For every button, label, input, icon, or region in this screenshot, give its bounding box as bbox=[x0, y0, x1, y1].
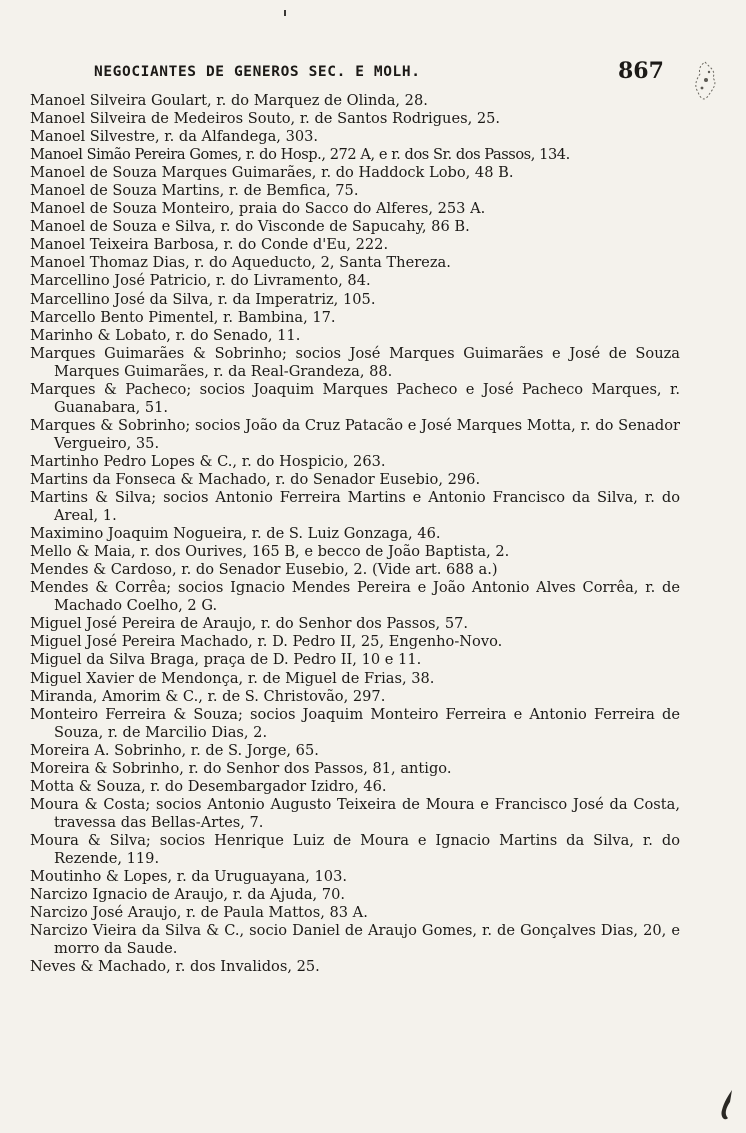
directory-entry: Moreira A. Sobrinho, r. de S. Jorge, 65. bbox=[30, 741, 319, 759]
directory-entry: Manoel Simão Pereira Gomes, r. do Hosp., 272 A, e r. dos Sr. dos Passos, 134. bbox=[30, 146, 570, 164]
directory-entry: Martins & Silva; socios Antonio Ferreira Martins e Antonio Francisco da Silva, r. do Areal, 1. bbox=[30, 489, 680, 525]
directory-entry: Moura & Silva; socios Henrique Luiz de Moura e Ignacio Martins da Silva, r. do Rezende, 119. bbox=[30, 831, 680, 867]
directory-entry: Marques Guimarães & Sobrinho; socios José Marques Guimarães e José de Souza Marques Guimarães, r. da Real-Grandeza, 88. bbox=[30, 344, 680, 380]
directory-entry: Manoel de Souza e Silva, r. do Visconde de Sapucahy, 86 B. bbox=[30, 218, 470, 236]
directory-entry: Narcizo José Araujo, r. de Paula Mattos, 83 A. bbox=[30, 904, 368, 922]
margin-stain bbox=[688, 58, 722, 108]
directory-entry: Moura & Costa; socios Antonio Augusto Teixeira de Moura e Francisco José da Costa, travessa das Bellas-Artes, 7. bbox=[30, 795, 680, 831]
directory-entry: Martins da Fonseca & Machado, r. do Senador Eusebio, 296. bbox=[30, 470, 481, 488]
directory-entry: Monteiro Ferreira & Souza; socios Joaquim Monteiro Ferreira e Antonio Ferreira de Souza, r. de Marcilio Dias, 2. bbox=[30, 705, 680, 741]
directory-entry: Manoel Thomaz Dias, r. do Aqueducto, 2, Santa Thereza. bbox=[30, 254, 451, 272]
directory-entry: Maximino Joaquim Nogueira, r. de S. Luiz Gonzaga, 46. bbox=[30, 525, 441, 543]
directory-entry: Neves & Machado, r. dos Invalidos, 25. bbox=[30, 958, 320, 976]
directory-entry: Narcizo Ignacio de Araujo, r. da Ajuda, 70. bbox=[30, 886, 346, 904]
page-corner-mark bbox=[714, 1088, 738, 1124]
ink-dot bbox=[284, 10, 286, 16]
directory-entry: Manoel de Souza Monteiro, praia do Sacco do Alferes, 253 A. bbox=[30, 200, 486, 218]
directory-list bbox=[30, 92, 680, 976]
directory-entry: Miguel José Pereira de Araujo, r. do Senhor dos Passos, 57. bbox=[30, 615, 469, 633]
directory-entry: Motta & Souza, r. do Desembargador Izidro, 46. bbox=[30, 777, 387, 795]
directory-entry: Mendes & Cardoso, r. do Senador Eusebio, 2. (Vide art. 688 a.) bbox=[30, 561, 498, 579]
directory-entry: Manoel Silveira de Medeiros Souto, r. de Santos Rodrigues, 25. bbox=[30, 110, 501, 128]
directory-entry: Mendes & Corrêa; socios Ignacio Mendes Pereira e João Antonio Alves Corrêa, r. de Machado Coelho, 2 G. bbox=[30, 579, 680, 615]
directory-entry: Miguel Xavier de Mendonça, r. de Miguel de Frias, 38. bbox=[30, 669, 435, 687]
directory-entry: Marcellino José da Silva, r. da Imperatriz, 105. bbox=[30, 290, 376, 308]
directory-entry: Manoel de Souza Martins, r. de Bemfica, 75. bbox=[30, 182, 359, 200]
directory-entry: Miguel José Pereira Machado, r. D. Pedro II, 25, Engenho-Novo. bbox=[30, 633, 503, 651]
page-number: 867 bbox=[618, 58, 664, 84]
directory-entry: Narcizo Vieira da Silva & C., socio Daniel de Araujo Gomes, r. de Gonçalves Dias, 20, e morro da Saude. bbox=[30, 922, 680, 958]
directory-entry: Marques & Sobrinho; socios João da Cruz Patacão e José Marques Motta, r. do Senador Vergueiro, 35. bbox=[30, 416, 680, 452]
directory-entry: Miguel da Silva Braga, praça de D. Pedro II, 10 e 11. bbox=[30, 651, 422, 669]
directory-entry: Marques & Pacheco; socios Joaquim Marques Pacheco e José Pacheco Marques, r. Guanabara, 51. bbox=[30, 380, 680, 416]
running-head: NEGOCIANTES DE GENEROS SEC. E MOLH. bbox=[94, 64, 421, 80]
directory-entry: Manoel Teixeira Barbosa, r. do Conde d'Eu, 222. bbox=[30, 236, 389, 254]
directory-entry: Miranda, Amorim & C., r. de S. Christovão, 297. bbox=[30, 687, 386, 705]
directory-entry: Mello & Maia, r. dos Ourives, 165 B, e becco de João Baptista, 2. bbox=[30, 543, 510, 561]
directory-entry: Marcellino José Patricio, r. do Livramento, 84. bbox=[30, 272, 371, 290]
page-header bbox=[90, 58, 710, 88]
directory-entry: Manoel Silvestre, r. da Alfandega, 303. bbox=[30, 128, 319, 146]
directory-entry: Marcello Bento Pimentel, r. Bambina, 17. bbox=[30, 308, 336, 326]
directory-entry: Martinho Pedro Lopes & C., r. do Hospicio, 263. bbox=[30, 452, 386, 470]
directory-entry: Manoel de Souza Marques Guimarães, r. do Haddock Lobo, 48 B. bbox=[30, 164, 514, 182]
directory-entry: Marinho & Lobato, r. do Senado, 11. bbox=[30, 326, 301, 344]
directory-entry: Moreira & Sobrinho, r. do Senhor dos Passos, 81, antigo. bbox=[30, 759, 452, 777]
directory-entry: Moutinho & Lopes, r. da Uruguayana, 103. bbox=[30, 868, 348, 886]
directory-entry: Manoel Silveira Goulart, r. do Marquez de Olinda, 28. bbox=[30, 92, 428, 109]
